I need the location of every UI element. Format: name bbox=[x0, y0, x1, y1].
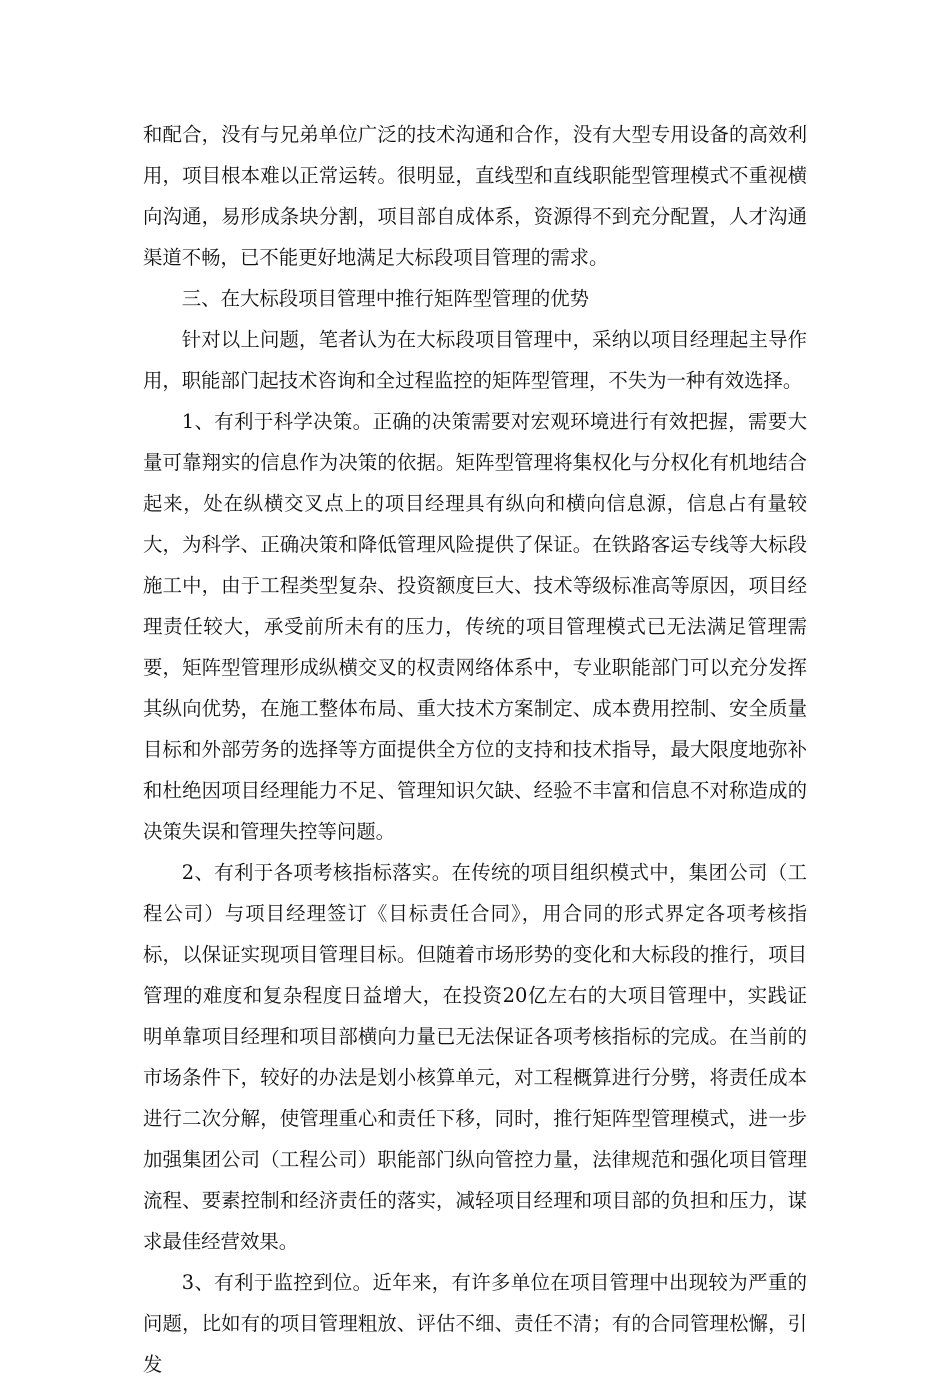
paragraph-2: 针对以上问题，笔者认为在大标段项目管理中，采纳以项目经理起主导作用，职能部门起技术咨询和全过程监控的矩阵型管理，不失为一种有效选择。 bbox=[143, 328, 807, 392]
paragraph-1: 和配合，没有与兄弟单位广泛的技术沟通和合作，没有大型专用设备的高效利用，项目根本难以正常运转。很明显，直线型和直线职能型管理模式不重视横向沟通，易形成条块分割，项目部自成体系，资源得不到充分配置，人才沟通渠道不畅，已不能更好地满足大标段项目管理的需求。 bbox=[143, 123, 807, 269]
document-page bbox=[143, 114, 807, 1385]
paragraph-5: 3、有利于监控到位。近年来，有许多单位在项目管理中出现较为严重的问题，比如有的项目管理粗放、评估不细、责任不清；有的合同管理松懈，引发 bbox=[143, 1271, 807, 1376]
section-heading: 三、在大标段项目管理中推行矩阵型管理的优势 bbox=[181, 287, 589, 310]
paragraph-3: 1、有利于科学决策。正确的决策需要对宏观环境进行有效把握，需要大量可靠翔实的信息作为决策的依据。矩阵型管理将集权化与分权化有机地结合起来，处在纵横交叉点上的项目经理具有纵向和横向信息源，信息占有量较大，为科学、正确决策和降低管理风险提供了保证。在铁路客运专线等大标段施工中，由于工程类型复杂、投资额度巨大、技术等级标准高等原因，项目经理责任较大，承受前所未有的压力，传统的项目管理模式已无法满足管理需要，矩阵型管理形成纵横交叉的权责网络体系中，专业职能部门可以充分发挥其纵向优势，在施工整体布局、重大技术方案制定、成本费用控制、安全质量目标和外部劳务的选择等方面提供全方位的支持和技术指导，最大限度地弥补和杜绝因项目经理能力不足、管理知识欠缺、经验不丰富和信息不对称造成的决策失误和管理失控等问题。 bbox=[143, 410, 807, 843]
paragraph-4: 2、有利于各项考核指标落实。在传统的项目组织模式中，集团公司（工程公司）与项目经理签订《目标责任合同》，用合同的形式界定各项考核指标，以保证实现项目管理目标。但随着市场形势的变化和大标段的推行，项目管理的难度和复杂程度日益增大，在投资20亿左右的大项目管理中，实践证明单靠项目经理和项目部横向力量已无法保证各项考核指标的完成。在当前的市场条件下，较好的办法是划小核算单元，对工程概算进行分劈，将责任成本进行二次分解，使管理重心和责任下移，同时，推行矩阵型管理模式，进一步加强集团公司（工程公司）职能部门纵向管控力量，法律规范和强化项目管理流程、要素控制和经济责任的落实，减轻项目经理和项目部的负担和压力，谋求最佳经营效果。 bbox=[143, 861, 807, 1253]
